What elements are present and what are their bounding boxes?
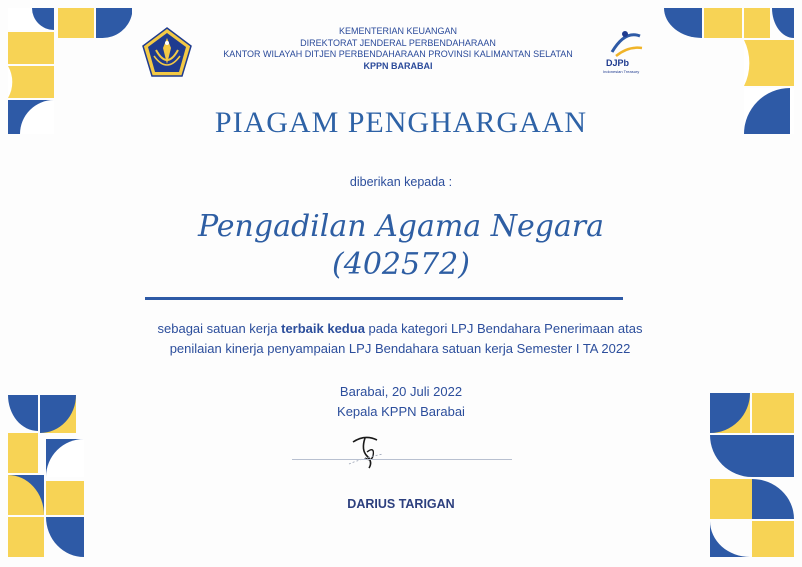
award-description [90,319,710,359]
signer-position: Kepala KPPN Barabai [337,404,465,419]
award-text-before: sebagai satuan kerja [157,321,282,336]
header-kppn: KPPN BARABAI [363,60,433,71]
header-ministry: KEMENTERIAN KEUANGAN [338,26,458,36]
recipient-underline [145,297,623,300]
place-date: Barabai, 20 Juli 2022 [339,384,463,399]
top-left-decoration-2 [58,8,132,44]
djpb-logo-icon [598,26,652,78]
header-regional-office: KANTOR WILAYAH DITJEN PERBENDAHARAAN PROVINSI KALIMANTAN SELATAN [223,49,573,59]
given-to-label: diberikan kepada : [349,175,453,189]
award-text-after: pada kategori LPJ Bendahara Penerimaan atas [364,321,643,336]
recipient-name: Pengadilan Agama Negara [197,209,605,244]
award-line-1 [90,319,710,339]
recipient [0,208,802,284]
recipient-code: (402572) [332,247,470,282]
award-line-2: penilaian kinerja penyampaian LPJ Bendahara satuan kerja Semester I TA 2022 [169,341,631,356]
ministry-emblem-icon [141,26,193,78]
djpb-logo-name: DJPb [606,58,630,68]
signature-line [292,459,512,460]
header-directorate: DIREKTORAT JENDERAL PERBENDAHARAAN [300,37,496,48]
signer-name: DARIUS TARIGAN [347,497,455,511]
djpb-logo-tagline: Indonesian Treasury [603,69,640,74]
letterhead [200,26,596,72]
signature-icon [343,428,403,470]
place-and-position [0,382,802,422]
award-rank: terbaik kedua [281,321,365,336]
certificate-title: PIAGAM PENGHARGAAN [214,106,588,139]
